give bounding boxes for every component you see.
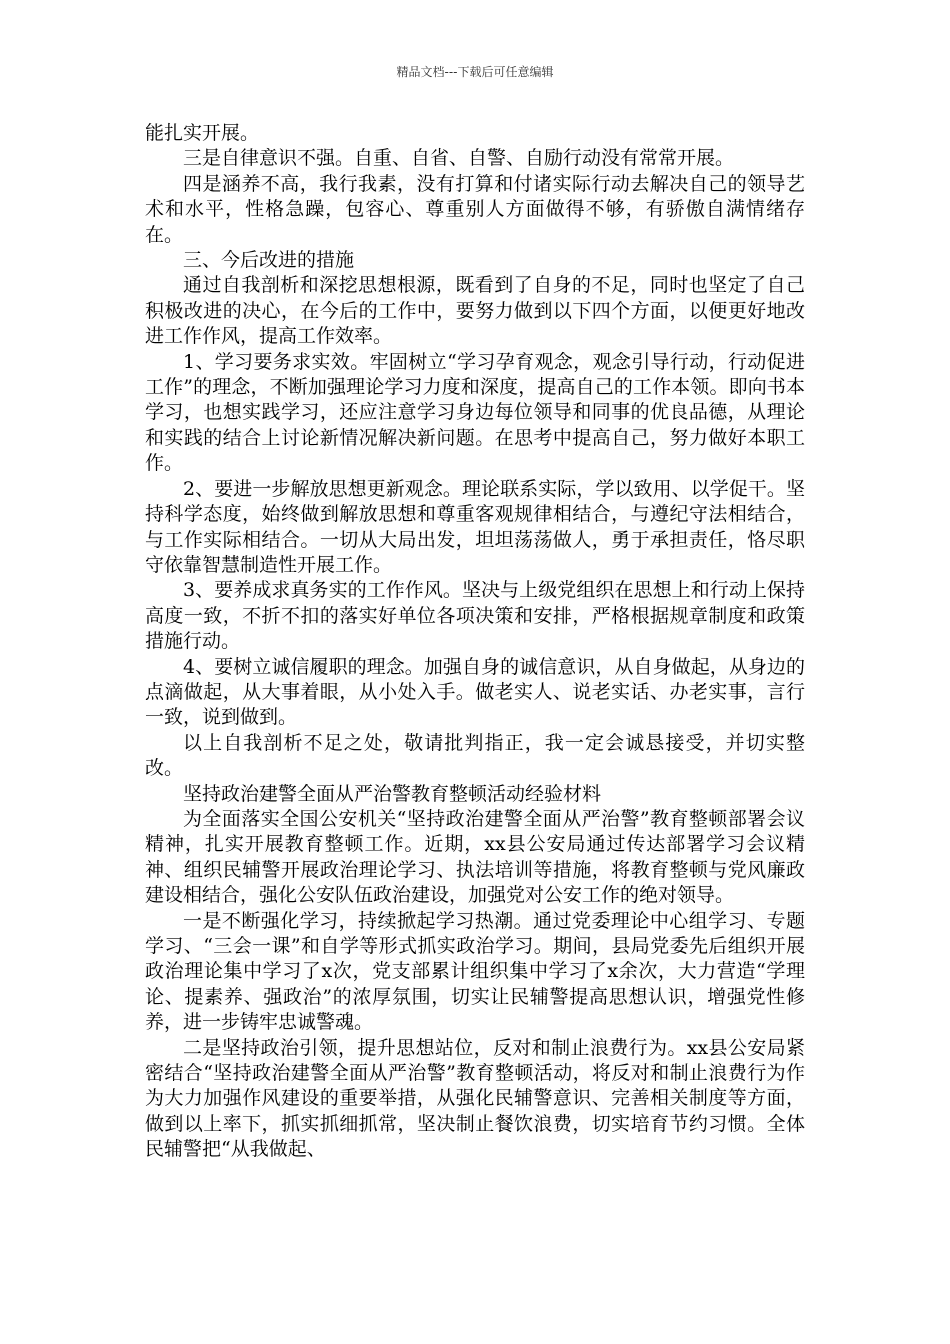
- document-body: [145, 121, 805, 1163]
- paragraph-8: 3、要养成求真务实的工作作风。坚决与上级党组织在思想上和行动上保持高度一致，不折不扣的落实好单位各项决策和安排，严格根据规章制度和政策措施行动。: [145, 579, 805, 653]
- section-heading-improvement: 三、今后改进的措施: [183, 249, 355, 272]
- paragraph-9: 4、要树立诚信履职的理念。加强自身的诚信意识，从自身做起，从身边的点滴做起，从大事着眼，从小处入手。做老实人、说老实话、办老实事，言行一致，说到做到。: [145, 655, 805, 729]
- paragraph-1: 能扎实开展。: [145, 122, 260, 144]
- paragraph-6: 1、学习要务求实效。牢固树立“学习孕育观念，观念引导行动，行动促进工作”的理念，不断加强理论学习力度和深度，提高自己的工作本领。即向书本学习，也想实践学习，还应注意学习身边每位领导和同事的优良品德，从理论和实践的结合上讨论新情况解决新问题。在思考中提高自己，努力做好本职工作。: [145, 350, 805, 475]
- paragraph-3: 四是涵养不高，我行我素，没有打算和付诸实际行动去解决自己的领导艺术和水平，性格急躁，包容心、尊重别人方面做得不够，有骄傲自满情绪存在。: [145, 172, 805, 246]
- paragraph-13: 一是不断强化学习，持续掀起学习热潮。通过党委理论中心组学习、专题学习、“三会一课”和自学等形式抓实政治学习。期间，县局党委先后组织开展政治理论集中学习了x次，党支部累计组织集中学习了x余次，大力营造“学理论、提素养、强政治”的浓厚氛围，切实让民辅警提高思想认识，增强党性修养，进一步铸牢忠诚警魂。: [145, 909, 805, 1034]
- document-title-second: 坚持政治建警全面从严治警教育整顿活动经验材料: [183, 782, 602, 805]
- paragraph-2: 三是自律意识不强。自重、自省、自警、自励行动没有常常开展。: [183, 147, 735, 170]
- paragraph-10: 以上自我剖析不足之处，敬请批判指正，我一定会诚恳接受，并切实整改。: [145, 731, 805, 780]
- paragraph-5: 通过自我剖析和深挖思想根源，既看到了自身的不足，同时也坚定了自己积极改进的决心，在今后的工作中，要努力做到以下四个方面，以便更好地改进工作作风，提高工作效率。: [145, 274, 805, 348]
- paragraph-12: 为全面落实全国公安机关“坚持政治建警全面从严治警”教育整顿部署会议精神，扎实开展教育整顿工作。近期，xx县公安局通过传达部署学习会议精神、组织民辅警开展政治理论学习、执法培训等措施，将教育整顿与党风廉政建设相结合，强化公安队伍政治建设，加强党对公安工作的绝对领导。: [145, 807, 805, 907]
- page-header: 精品文档---下载后可任意编辑: [396, 65, 554, 79]
- paragraph-7: 2、要进一步解放思想更新观念。理论联系实际，学以致用、以学促干。坚持科学态度，始终做到解放思想和尊重客观规律相结合，与遵纪守法相结合，与工作实际相结合。一切从大局出发，坦坦荡荡做人，勇于承担责任，恪尽职守依靠智慧制造性开展工作。: [145, 477, 805, 576]
- paragraph-14: 二是坚持政治引领，提升思想站位，反对和制止浪费行为。xx县公安局紧密结合“坚持政治建警全面从严治警”教育整顿活动，将反对和制止浪费行为作为大力加强作风建设的重要举措，从强化民辅警意识、完善相关制度等方面，做到以上率下，抓实抓细抓常，坚决制止餐饮浪费，切实培育节约习惯。全体民辅警把“从我做起、: [145, 1036, 805, 1161]
